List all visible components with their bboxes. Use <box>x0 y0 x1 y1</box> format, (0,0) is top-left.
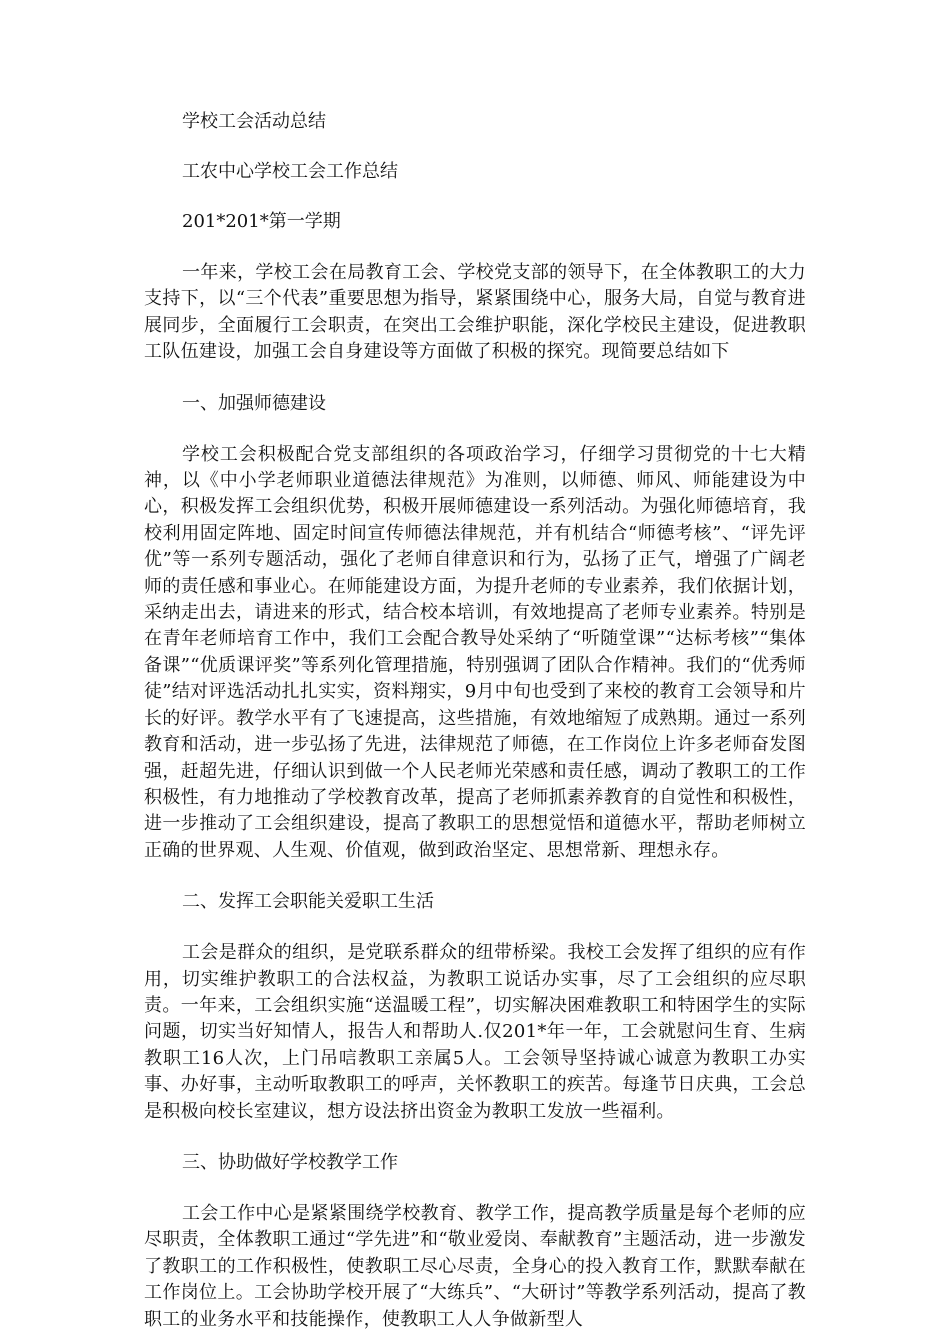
section-heading: 一、加强师德建设 <box>182 392 326 414</box>
intro-paragraph: 一年来，学校工会在局教育工会、学校党支部的领导下，在全体教职工的大力支持下，以“三个代表”重要思想为指导，紧紧围绕中心，服务大局，自觉与教育进展同步，全面履行工会职责，在突出工会维护职能，深化学校民主建设，促进教职工队伍建设，加强工会自身建设等方面做了积极的探究。现简要总结如下 <box>144 262 806 363</box>
document-subtitle: 工农中心学校工会工作总结 <box>182 161 398 182</box>
section-body: 学校工会积极配合党支部组织的各项政治学习，仔细学习贯彻党的十七大精神，以《中小学老师职业道德法律规范》为准则，以师德、师风、师能建设为中心，积极发挥工会组织优势，积极开展师德建设一系列活动。为强化师德培育，我校利用固定阵地、固定时间宣传师德法律规范，并有机结合“师德考核”、“评先评优”等一系列专题活动，强化了老师自律意识和行为，弘扬了正气，增强了广阔老师的责任感和事业心。在师能建设方面，为提升老师的专业素养，我们依据计划，采纳走出去，请进来的形式，结合校本培训，有效地提高了老师专业素养。特别是在青年老师培育工作中，我们工会配合教导处采纳了“听随堂课”“达标考核”“集体备课”“优质课评奖”等系列化管理措施，特别强调了团队合作精神。我们的“优秀师徒”结对评选活动扎扎实实，资料翔实，9月中旬也受到了来校的教育工会领导和片长的好评。教学水平有了飞速提高，这些措施，有效地缩短了成熟期。通过一系列教育和活动，进一步弘扬了先进，法律规范了师德，在工作岗位上许多老师奋发图强，赶超先进，仔细认识到做一个人民老师光荣感和责任感，调动了教职工的工作积极性，有力地推动了学校教育改革，提高了老师抓素养教育的自觉性和积极性，进一步推动了工会组织建设，提高了教职工的思想觉悟和道德水平，帮助老师树立正确的世界观、人生观、价值观，做到政治坚定、思想常新、理想永存。 <box>144 443 806 861</box>
section-heading: 二、发挥工会职能关爱职工生活 <box>182 891 434 913</box>
section-body: 工会工作中心是紧紧围绕学校教育、教学工作，提高教学质量是每个老师的应尽职责，全体教职工通过“学先进”和“敬业爱岗、奉献教育”主题活动，进一步激发了教职工的工作积极性，使教职工尽心尽责，全身心的投入教育工作，默默奉献在工作岗位上。工会协助学校开展了“大练兵”、“大研讨”等教学系列活动，提高了教职工的业务水平和技能操作，使教职工人人争做新型人 <box>144 1202 806 1330</box>
document-title: 学校工会活动总结 <box>182 111 326 132</box>
document-page <box>144 108 806 1333</box>
section-body: 工会是群众的组织，是党联系群众的纽带桥梁。我校工会发挥了组织的应有作用，切实维护教职工的合法权益，为教职工说话办实事，尽了工会组织的应尽职责。一年来，工会组织实施“送温暖工程”，切实解决困难教职工和特困学生的实际问题，切实当好知情人，报告人和帮助人.仅201*年一年，工会就慰问生育、生病教职工16人次，上门吊唁教职工亲属5人。工会领导坚持诚心诚意为教职工办实事、办好事，主动听取教职工的呼声，关怀教职工的疾苦。每逢节日庆典，工会总是积极向校长室建议，想方设法挤出资金为教职工发放一些福利。 <box>144 942 806 1122</box>
section-heading: 三、协助做好学校教学工作 <box>182 1151 398 1173</box>
document-term: 201*201*第一学期 <box>182 211 341 232</box>
